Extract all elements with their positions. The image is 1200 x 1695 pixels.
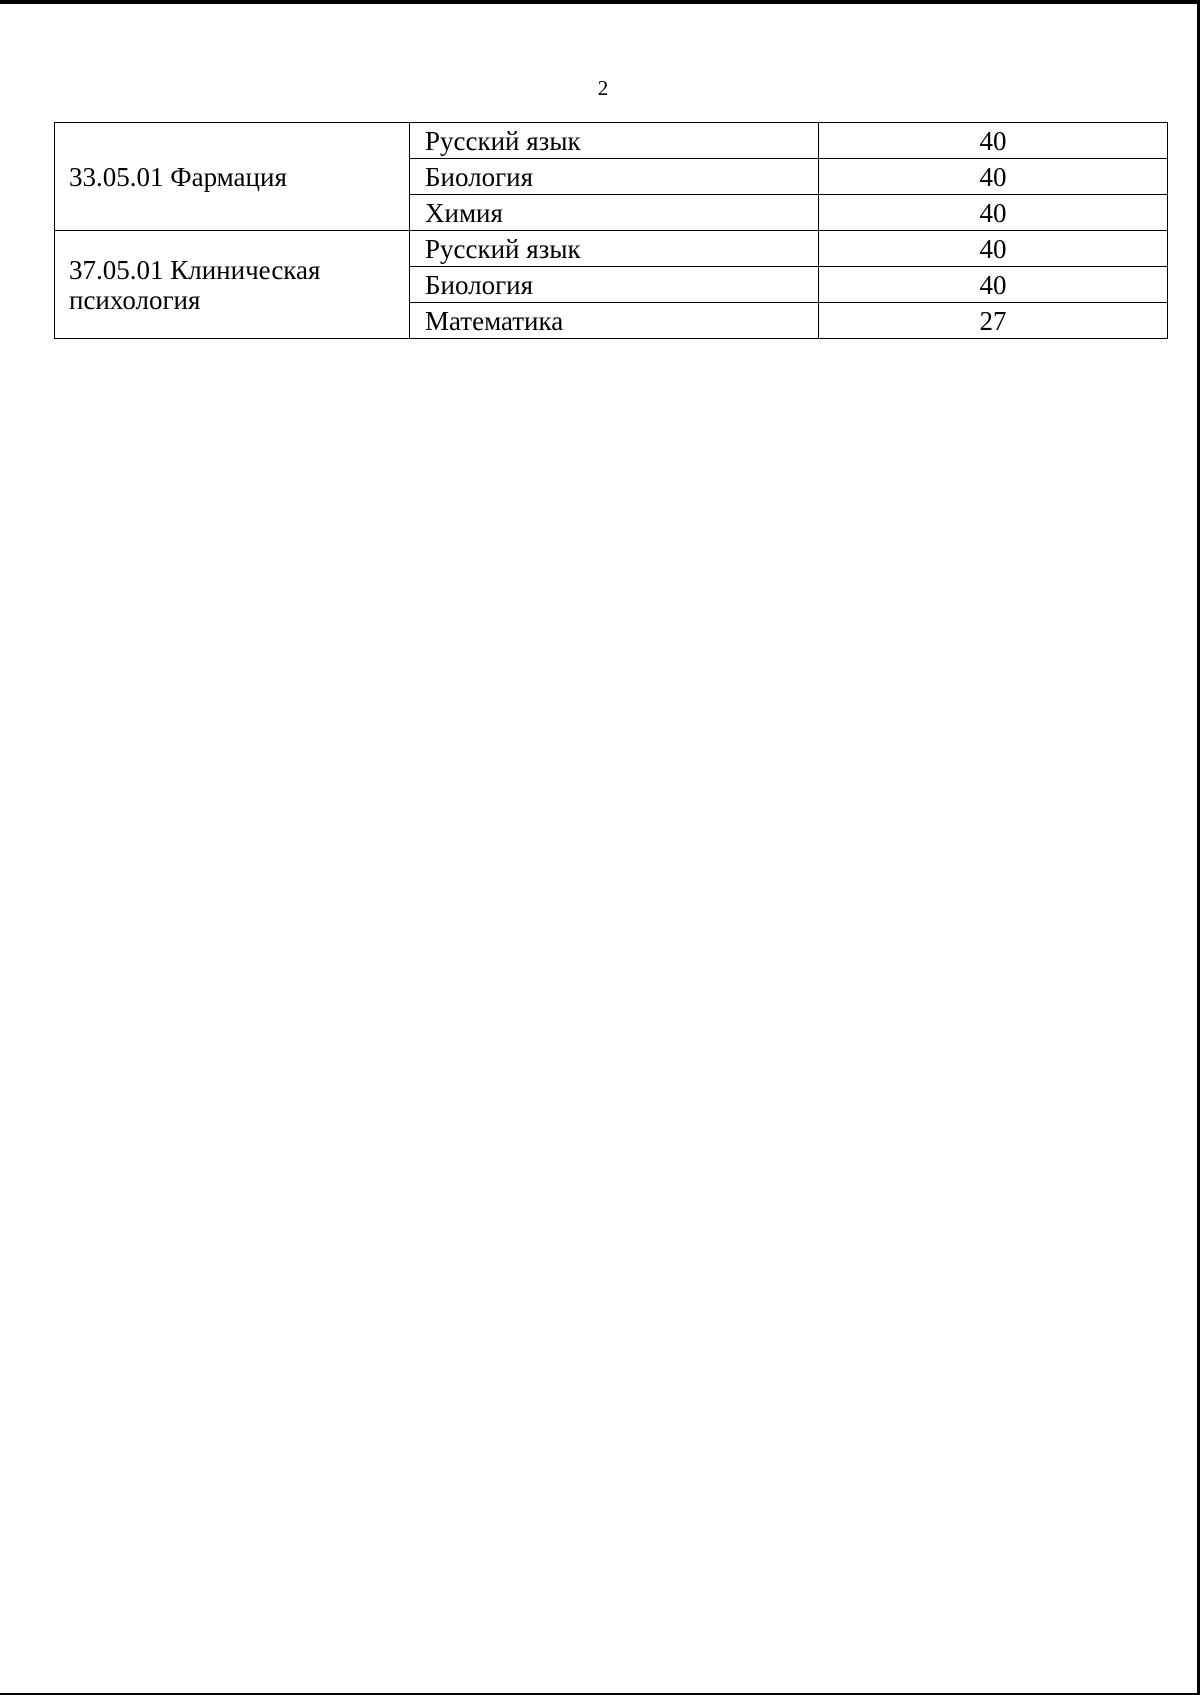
subject-cell: Русский язык xyxy=(410,123,819,159)
table-row xyxy=(55,231,1168,267)
subject-cell: Химия xyxy=(410,195,819,231)
table-row xyxy=(55,123,1168,159)
subject-cell: Биология xyxy=(410,159,819,195)
score-cell: 40 xyxy=(819,267,1168,303)
minimum-scores-table xyxy=(54,122,1168,339)
program-cell: 37.05.01 Клиническая психология xyxy=(55,231,410,339)
program-cell: 33.05.01 Фармация xyxy=(55,123,410,231)
subject-cell: Математика xyxy=(410,303,819,339)
page-number: 2 xyxy=(597,76,609,100)
score-cell: 40 xyxy=(819,159,1168,195)
score-cell: 40 xyxy=(819,195,1168,231)
score-cell: 40 xyxy=(819,231,1168,267)
subject-cell: Биология xyxy=(410,267,819,303)
subject-cell: Русский язык xyxy=(410,231,819,267)
score-cell: 40 xyxy=(819,123,1168,159)
score-cell: 27 xyxy=(819,303,1168,339)
